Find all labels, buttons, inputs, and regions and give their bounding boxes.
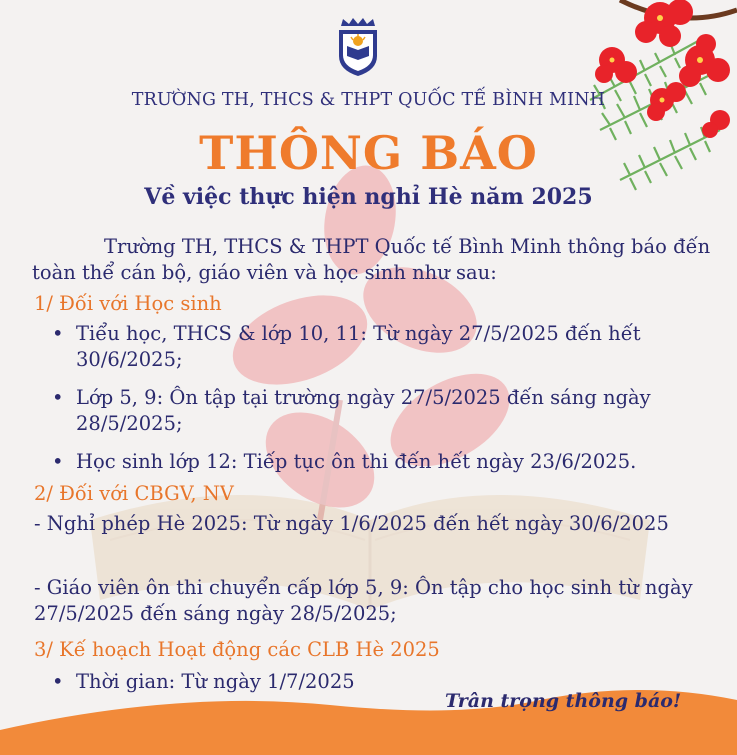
list-item-text: Học sinh lớp 12: Tiếp tục ôn thi đến hết ngày 23/6/2025. bbox=[76, 450, 637, 473]
bullet-icon: • bbox=[52, 386, 64, 409]
bullet-icon: • bbox=[52, 670, 64, 693]
list-item bbox=[52, 385, 712, 437]
section2-line: - Giáo viên ôn thi chuyển cấp lớp 5, 9: Ôn tập cho học sinh từ ngày 27/5/2025 đến sáng ngày 28/5/2025; bbox=[34, 576, 693, 625]
bullet-icon: • bbox=[52, 322, 64, 345]
list-item bbox=[52, 321, 712, 373]
section3-heading: 3/ Kế hoạch Hoạt động các CLB Hè 2025 bbox=[34, 638, 440, 661]
section2-line: - Nghỉ phép Hè 2025: Từ ngày 1/6/2025 đến hết ngày 30/6/2025 bbox=[34, 512, 669, 535]
closing-signature: Trân trọng thông báo! bbox=[445, 690, 682, 712]
list-item-text: Lớp 5, 9: Ôn tập tại trường ngày 27/5/2025 đến sáng ngày 28/5/2025; bbox=[76, 386, 651, 435]
page-subtitle: Về việc thực hiện nghỉ Hè năm 2025 bbox=[144, 184, 593, 210]
list-item-text: Tiểu học, THCS & lớp 10, 11: Từ ngày 27/5/2025 đến hết 30/6/2025; bbox=[76, 322, 641, 371]
section2-heading: 2/ Đối với CBGV, NV bbox=[34, 482, 234, 505]
school-logo bbox=[333, 16, 383, 78]
list-item-text: Thời gian: Từ ngày 1/7/2025 bbox=[76, 670, 355, 693]
page-title: THÔNG BÁO bbox=[199, 126, 538, 180]
section1-heading: 1/ Đối với Học sinh bbox=[34, 292, 222, 315]
intro-paragraph: Trường TH, THCS & THPT Quốc tế Bình Minh thông báo đến toàn thể cán bộ, giáo viên và học sinh như sau: bbox=[32, 235, 711, 284]
list-item bbox=[52, 449, 712, 475]
bullet-icon: • bbox=[52, 450, 64, 473]
school-name: TRƯỜNG TH, THCS & THPT QUỐC TẾ BÌNH MINH bbox=[131, 90, 606, 110]
